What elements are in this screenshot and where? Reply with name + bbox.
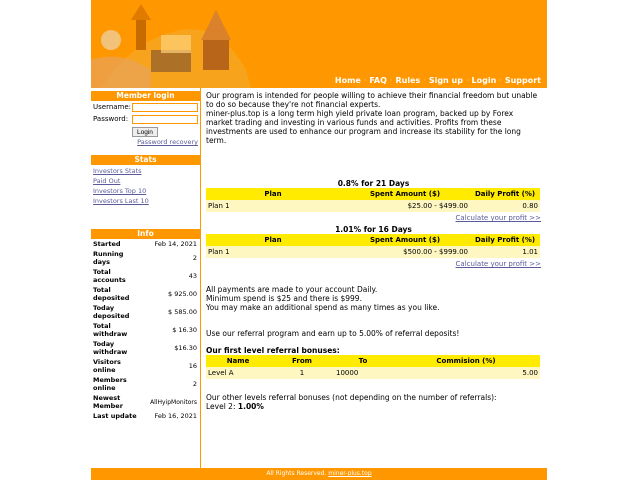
header-banner (91, 0, 547, 88)
cell-profit: 0.80 (470, 200, 540, 212)
payment-info (206, 285, 541, 312)
table-row (91, 285, 199, 303)
login-button[interactable]: Login (132, 127, 158, 137)
info-key: Last update (93, 412, 137, 420)
info-value: $ 925.00 (168, 290, 197, 298)
info-value: 2 (192, 254, 197, 262)
info-key: Total accounts (93, 268, 126, 284)
username-label: Username: (93, 103, 132, 111)
info-value: Feb 16, 2021 (154, 412, 197, 420)
col-plan: Plan (206, 188, 340, 200)
info-table (91, 239, 199, 421)
level2-label: Level 2: (206, 402, 236, 411)
table-row (91, 411, 199, 421)
info-key: Members online (93, 376, 127, 392)
col-name: Name (206, 355, 270, 367)
plan-table (206, 234, 540, 258)
footer-site-link[interactable]: miner-plus.top (328, 470, 372, 477)
cell-commission: 5.00 (392, 367, 540, 379)
table-row (91, 339, 199, 357)
info-key: Running days (93, 250, 124, 266)
table-row (91, 303, 199, 321)
nav-faq[interactable]: FAQ (369, 76, 387, 85)
nav-rules[interactable]: Rules (395, 76, 421, 85)
info-key: Total withdraw (93, 322, 128, 338)
referral-title: Our first level referral bonuses: (206, 346, 340, 355)
investors-last10-link[interactable]: Investors Last 10 (93, 197, 149, 205)
stats-links (91, 166, 200, 206)
info-key: Today withdraw (93, 340, 128, 356)
page (91, 0, 547, 480)
paid-out-link[interactable]: Paid Out (93, 177, 121, 185)
investors-top10-link[interactable]: Investors Top 10 (93, 187, 147, 195)
table-row (91, 249, 199, 267)
nav-support[interactable]: Support (504, 76, 541, 85)
cell-from: 1 (270, 367, 334, 379)
col-from: From (270, 355, 334, 367)
info-value: 2 (192, 380, 197, 388)
level2-line (206, 402, 541, 411)
table-row (206, 367, 540, 379)
col-commission: Commision (%) (392, 355, 540, 367)
stats-header: Stats (91, 155, 200, 165)
password-recovery-link[interactable]: Password recovery (137, 138, 198, 146)
table-header-row (206, 188, 540, 200)
cell-plan: Plan 1 (206, 246, 340, 258)
table-row (206, 246, 540, 258)
other-levels-text: Our other levels referral bonuses (not depending on the number of referrals): (206, 393, 497, 402)
cell-profit: 1.01 (470, 246, 540, 258)
password-input[interactable] (132, 115, 198, 124)
info-value: $ 16.30 (172, 326, 197, 334)
cell-plan: Plan 1 (206, 200, 340, 212)
banner-artwork (91, 0, 251, 88)
info-value: AllHyipMonitors (150, 398, 197, 406)
col-plan: Plan (206, 234, 340, 246)
info-value: Feb 14, 2021 (154, 240, 197, 248)
table-row (91, 267, 199, 285)
cell-name: Level A (206, 367, 270, 379)
info-key: Today deposited (93, 304, 130, 320)
info-value: 43 (188, 272, 197, 280)
calculate-profit-link[interactable]: Calculate your profit >> (455, 214, 541, 222)
info-key: Started (93, 240, 121, 248)
nav-signup[interactable]: Sign up (428, 76, 463, 85)
footer (91, 468, 547, 480)
cell-spent: $500.00 - $999.00 (340, 246, 470, 258)
col-spent: Spent Amount ($) (340, 188, 470, 200)
referral-table (206, 355, 540, 379)
info-value: $ 585.00 (168, 308, 197, 316)
col-spent: Spent Amount ($) (340, 234, 470, 246)
investors-stats-link[interactable]: Investors Stats (93, 167, 142, 175)
calculate-profit-link[interactable]: Calculate your profit >> (455, 260, 541, 268)
info-value: 16 (188, 362, 197, 370)
info-header: Info (91, 229, 200, 239)
plan-title: 1.01% for 16 Days (335, 225, 412, 234)
member-login-header: Member login (91, 91, 200, 101)
cell-spent: $25.00 - $499.00 (340, 200, 470, 212)
info-key: Newest Member (93, 394, 123, 410)
col-to: To (334, 355, 392, 367)
table-row (206, 200, 540, 212)
username-input[interactable] (132, 103, 198, 112)
table-row (91, 357, 199, 375)
main-content (206, 91, 541, 411)
password-label: Password: (93, 115, 129, 123)
info-key: Visitors online (93, 358, 121, 374)
info-key: Total deposited (93, 286, 130, 302)
col-profit: Daily Profit (%) (470, 234, 540, 246)
nav-home[interactable]: Home (334, 76, 361, 85)
plan-table (206, 188, 540, 212)
intro-text: Our program is intended for people willing to achieve their financial freedom but unable to do so because they're not financial experts. miner-plus.top is a long term high yield private loan program, backed up by Forex market trading and investing in various funds and activities. Profits from these investments are used to enhance our program and increase its stability for the long term. (206, 91, 538, 145)
cell-to: 10000 (334, 367, 392, 379)
table-row (91, 393, 199, 411)
col-profit: Daily Profit (%) (470, 188, 540, 200)
payment-line: You may make an additional spend as many times as you like. (206, 303, 440, 312)
table-row (91, 375, 199, 393)
top-nav: Home · FAQ · Rules · Sign up · Login · Support (334, 76, 541, 85)
referral-intro: Use our referral program and earn up to 5.00% of referral deposits! (206, 329, 460, 338)
table-header-row (206, 234, 540, 246)
info-value: $16.30 (174, 344, 197, 352)
nav-login[interactable]: Login (471, 76, 497, 85)
level2-value: 1.00% (237, 402, 264, 411)
sidebar (91, 88, 201, 468)
payment-line: All payments are made to your account Daily. (206, 285, 378, 294)
footer-text: All Rights Reserved. (266, 470, 327, 477)
table-row (91, 321, 199, 339)
table-header-row (206, 355, 540, 367)
plan-title: 0.8% for 21 Days (337, 179, 410, 188)
payment-line: Minimum spend is $25 and there is $999. (206, 294, 362, 303)
table-row (91, 239, 199, 249)
